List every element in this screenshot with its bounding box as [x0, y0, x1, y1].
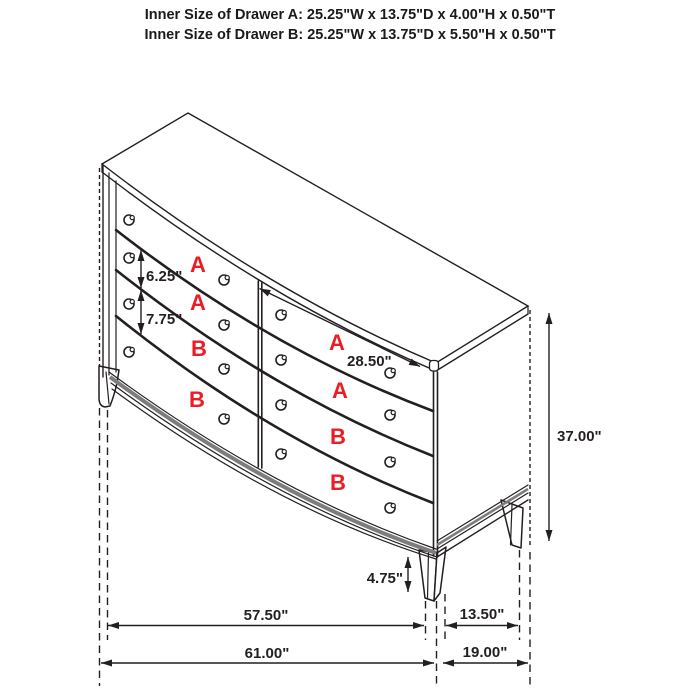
dimension-label-overall-height: 37.00" — [557, 428, 602, 445]
dimension-label-drawer-b-height: 7.75" — [146, 311, 183, 328]
drawer-letter-right-2: A — [332, 378, 348, 403]
dimension-label-front-width: 57.50" — [243, 607, 289, 624]
drawer-knob-icon — [219, 364, 229, 374]
drawer-knob-icon — [124, 253, 134, 263]
drawer-knob-icon — [219, 275, 229, 285]
drawer-knob-icon — [276, 310, 286, 320]
dresser-body — [102, 113, 528, 557]
drawer-knob-icon — [219, 414, 229, 424]
drawer-knob-icon — [124, 347, 134, 357]
dimension-label-drawer-a-height: 6.25" — [146, 268, 183, 285]
drawer-letter-left-1: A — [190, 252, 206, 277]
drawer-knob-icon — [124, 215, 134, 225]
dimension-label-side-depth: 13.50" — [459, 606, 505, 623]
drawer-knob-icon — [276, 355, 286, 365]
drawer-letter-right-4: B — [330, 470, 346, 495]
drawer-letter-left-2: A — [190, 290, 206, 315]
dimension-label-overall-depth: 19.00" — [462, 644, 508, 661]
dimension-label-overall-width: 61.00" — [244, 645, 290, 662]
dimension-label-right-bank-width: 28.50" — [347, 353, 392, 370]
drawer-knob-icon — [276, 400, 286, 410]
drawer-letter-left-3: B — [191, 336, 207, 361]
drawer-knob-icon — [385, 410, 395, 420]
drawer-knob-icon — [124, 299, 134, 309]
title-line-2: Inner Size of Drawer B: 25.25"W x 13.75"D x 5.50"H x 0.50"T — [144, 27, 556, 43]
drawer-knob-icon — [385, 503, 395, 513]
drawer-letter-right-1: A — [329, 330, 345, 355]
dimension-label-leg-height: 4.75" — [366, 570, 403, 587]
drawer-knob-icon — [276, 449, 286, 459]
drawer-knob-icon — [219, 320, 229, 330]
corner-post-top — [430, 361, 439, 372]
drawer-letter-right-3: B — [330, 424, 346, 449]
drawer-knob-icon — [385, 457, 395, 467]
drawer-letter-left-4: B — [189, 387, 205, 412]
title-line-1: Inner Size of Drawer A: 25.25"W x 13.75"D x 4.00"H x 0.50"T — [144, 7, 556, 23]
